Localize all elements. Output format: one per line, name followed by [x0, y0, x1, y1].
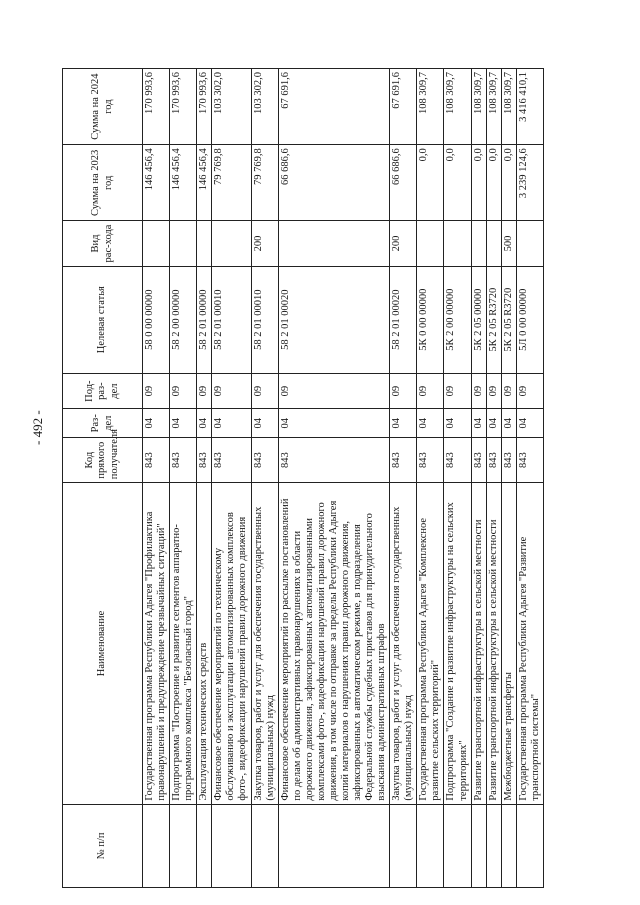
cell-sum2023: 0,0	[444, 145, 471, 221]
cell-sum2024: 108 309,7	[471, 69, 486, 145]
cell-num	[197, 804, 212, 887]
cell-vid	[212, 221, 251, 266]
cell-podrazdel: 09	[251, 373, 278, 409]
cell-vid	[516, 221, 543, 266]
cell-razdel: 04	[143, 409, 170, 438]
cell-vid: 500	[501, 221, 516, 266]
cell-podrazdel: 09	[278, 373, 390, 409]
cell-sum2024: 67 691,6	[390, 69, 417, 145]
cell-sum2023: 146 456,4	[143, 145, 170, 221]
cell-sum2024: 108 309,7	[417, 69, 444, 145]
table-row	[444, 69, 471, 888]
table-row	[278, 69, 390, 888]
header-code: Код прямого получателя	[63, 438, 143, 483]
cell-razdel: 04	[444, 409, 471, 438]
header-name: Наименование	[63, 483, 143, 804]
cell-vid	[444, 221, 471, 266]
cell-target: 58 2 01 00020	[390, 266, 417, 373]
cell-podrazdel: 09	[444, 373, 471, 409]
cell-razdel: 04	[212, 409, 251, 438]
cell-razdel: 04	[417, 409, 444, 438]
cell-sum2024: 108 309,7	[444, 69, 471, 145]
table-row	[251, 69, 278, 888]
cell-name: Финансовое обеспечение мероприятий по техническому обслуживанию и эксплуатации автоматизированных комплексов фото-, видеофиксации нарушений правил дорожного движения	[212, 483, 251, 804]
cell-num	[417, 804, 444, 887]
cell-sum2023: 0,0	[486, 145, 501, 221]
cell-num	[212, 804, 251, 887]
cell-num	[501, 804, 516, 887]
cell-num	[486, 804, 501, 887]
cell-razdel: 04	[486, 409, 501, 438]
cell-name: Закупка товаров, работ и услуг для обеспечения государственных (муниципальных) нужд	[251, 483, 278, 804]
table-row	[486, 69, 501, 888]
cell-name: Развитие транспортной инфраструктуры в сельской местности	[486, 483, 501, 804]
cell-name: Государственная программа Республики Адыгея "Комплексное развитие сельских территорий"	[417, 483, 444, 804]
cell-podrazdel: 09	[170, 373, 197, 409]
cell-vid	[143, 221, 170, 266]
table-body	[143, 69, 544, 888]
cell-sum2024: 170 993,6	[197, 69, 212, 145]
cell-num	[170, 804, 197, 887]
cell-code: 843	[417, 438, 444, 483]
cell-name: Подпрограмма "Создание и развитие инфраструктуры на сельских территориях"	[444, 483, 471, 804]
cell-razdel: 04	[278, 409, 390, 438]
cell-target: 58 2 01 00020	[278, 266, 390, 373]
cell-sum2023: 0,0	[471, 145, 486, 221]
cell-name: Закупка товаров, работ и услуг для обеспечения государственных (муниципальных) нужд	[390, 483, 417, 804]
table-row	[390, 69, 417, 888]
table-row	[170, 69, 197, 888]
header-vid: Вид рас-хода	[63, 221, 143, 266]
cell-razdel: 04	[390, 409, 417, 438]
cell-name: Финансовое обеспечение мероприятий по рассылке постановлений по делам об административных правонарушениях в области дорожного движения, зафиксированных автоматизированными комплексами фото-, видеофиксации нарушений правил дорожного движения, в том числе по отправке за пределы Республики Адыгея копий материалов о нарушениях правил дорожного движения, зафиксированных в автоматическом режиме, в подразделения Федеральной службы судебных приставов для принудительного взыскания административных штрафов	[278, 483, 390, 804]
cell-target: 58 2 01 00000	[197, 266, 212, 373]
table-row	[516, 69, 543, 888]
cell-code: 843	[471, 438, 486, 483]
cell-num	[251, 804, 278, 887]
cell-vid	[197, 221, 212, 266]
cell-podrazdel: 09	[516, 373, 543, 409]
cell-num	[278, 804, 390, 887]
table-row	[212, 69, 251, 888]
cell-sum2023: 66 686,6	[278, 145, 390, 221]
cell-code: 843	[212, 438, 251, 483]
cell-sum2023: 0,0	[417, 145, 444, 221]
cell-code: 843	[170, 438, 197, 483]
cell-name: Подпрограмма "Построение и развитие сегментов аппаратно-программного комплекса "Безопасный город"	[170, 483, 197, 804]
cell-code: 843	[278, 438, 390, 483]
cell-sum2023: 0,0	[501, 145, 516, 221]
table-row	[417, 69, 444, 888]
table-row	[197, 69, 212, 888]
cell-name: Государственная программа Республики Адыгея "Развитие транспортной системы"	[516, 483, 543, 804]
cell-sum2024: 3 416 410,1	[516, 69, 543, 145]
cell-vid	[471, 221, 486, 266]
cell-podrazdel: 09	[197, 373, 212, 409]
cell-razdel: 04	[516, 409, 543, 438]
cell-name: Развитие транспортной инфраструктуры в сельской местности	[471, 483, 486, 804]
cell-target: 5К 2 05 00000	[471, 266, 486, 373]
cell-num	[444, 804, 471, 887]
cell-podrazdel: 09	[417, 373, 444, 409]
cell-vid	[486, 221, 501, 266]
cell-podrazdel: 09	[486, 373, 501, 409]
cell-name: Эксплуатация технических средств	[197, 483, 212, 804]
cell-sum2024: 108 309,7	[501, 69, 516, 145]
cell-target: 5Л 0 00 00000	[516, 266, 543, 373]
cell-razdel: 04	[170, 409, 197, 438]
cell-sum2024: 170 993,6	[170, 69, 197, 145]
cell-target: 5К 2 05 R3720	[486, 266, 501, 373]
cell-vid	[417, 221, 444, 266]
table-header-row	[63, 69, 143, 888]
cell-sum2023: 79 769,8	[212, 145, 251, 221]
cell-sum2023: 146 456,4	[197, 145, 212, 221]
cell-sum2024: 170 993,6	[143, 69, 170, 145]
cell-sum2023: 66 686,6	[390, 145, 417, 221]
cell-razdel: 04	[251, 409, 278, 438]
cell-code: 843	[516, 438, 543, 483]
header-sum2023: Сумма на 2023 год	[63, 145, 143, 221]
cell-target: 5К 0 00 00000	[417, 266, 444, 373]
cell-num	[471, 804, 486, 887]
cell-num	[143, 804, 170, 887]
cell-target: 5К 2 00 00000	[444, 266, 471, 373]
cell-podrazdel: 09	[501, 373, 516, 409]
table-row	[501, 69, 516, 888]
cell-code: 843	[444, 438, 471, 483]
header-target: Целевая статья	[63, 266, 143, 373]
header-podrazdel: Под-раз-дел	[63, 373, 143, 409]
cell-sum2023: 79 769,8	[251, 145, 278, 221]
cell-vid	[278, 221, 390, 266]
cell-vid: 200	[251, 221, 278, 266]
rotated-table-frame	[62, 68, 557, 888]
cell-podrazdel: 09	[390, 373, 417, 409]
header-sum2024: Сумма на 2024 год	[63, 69, 143, 145]
cell-code: 843	[251, 438, 278, 483]
cell-razdel: 04	[197, 409, 212, 438]
cell-vid	[170, 221, 197, 266]
cell-target: 58 2 01 00010	[251, 266, 278, 373]
cell-code: 843	[486, 438, 501, 483]
cell-code: 843	[197, 438, 212, 483]
cell-code: 843	[390, 438, 417, 483]
header-num: № п/п	[63, 804, 143, 887]
cell-target: 58 0 00 00000	[143, 266, 170, 373]
page-number: - 492 -	[30, 410, 45, 445]
cell-sum2024: 103 302,0	[251, 69, 278, 145]
cell-target: 5К 2 05 R3720	[501, 266, 516, 373]
cell-sum2023: 146 456,4	[170, 145, 197, 221]
cell-podrazdel: 09	[212, 373, 251, 409]
cell-sum2024: 108 309,7	[486, 69, 501, 145]
cell-target: 58 2 00 00000	[170, 266, 197, 373]
cell-target: 58 2 01 00010	[212, 266, 251, 373]
cell-sum2024: 67 691,6	[278, 69, 390, 145]
cell-name: Межбюджетные трансферты	[501, 483, 516, 804]
table-row	[471, 69, 486, 888]
cell-razdel: 04	[471, 409, 486, 438]
cell-code: 843	[501, 438, 516, 483]
cell-num	[390, 804, 417, 887]
budget-table	[62, 68, 544, 888]
cell-num	[516, 804, 543, 887]
cell-podrazdel: 09	[471, 373, 486, 409]
cell-razdel: 04	[501, 409, 516, 438]
cell-sum2023: 3 239 124,6	[516, 145, 543, 221]
header-razdel: Раз-дел	[63, 409, 143, 438]
cell-sum2024: 103 302,0	[212, 69, 251, 145]
table-row	[143, 69, 170, 888]
cell-code: 843	[143, 438, 170, 483]
cell-podrazdel: 09	[143, 373, 170, 409]
cell-name: Государственная программа Республики Адыгея "Профилактика правонарушений и предупреждение чрезвычайных ситуаций"	[143, 483, 170, 804]
cell-vid: 200	[390, 221, 417, 266]
